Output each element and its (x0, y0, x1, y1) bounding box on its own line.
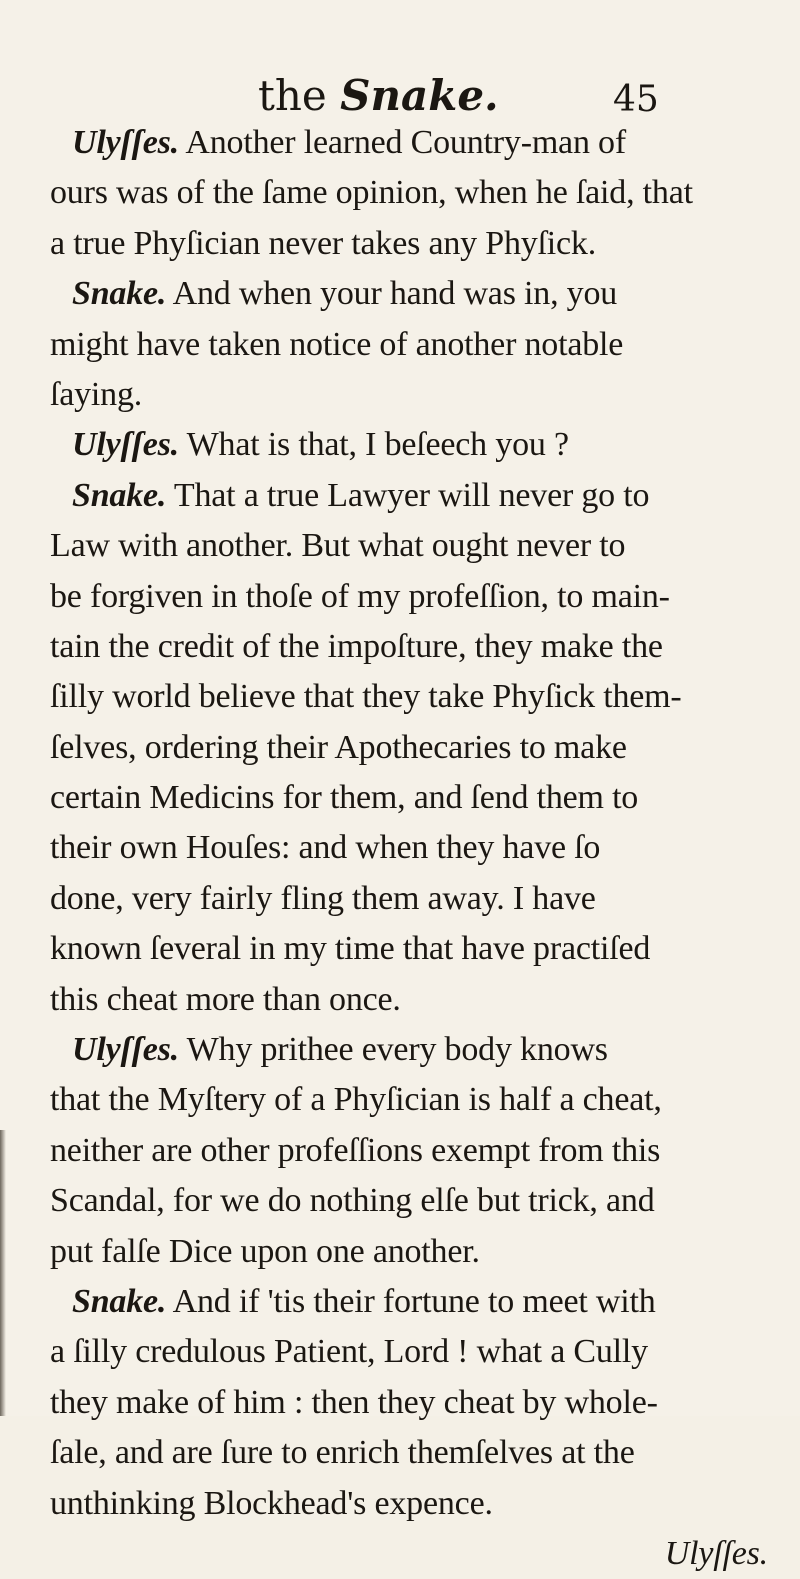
text-line (50, 723, 768, 773)
text-line (50, 1075, 768, 1125)
text-line (50, 1277, 768, 1327)
speaker-name: Snake. (72, 275, 167, 313)
line-text: known ſeveral in my time that have practiſed (50, 930, 651, 968)
line-text: And if 'tis their fortune to meet with (166, 1282, 656, 1320)
body-text (50, 118, 768, 1579)
text-line (50, 823, 768, 873)
line-text: Why prithee every body knows (178, 1031, 608, 1069)
page-header (0, 71, 800, 120)
text-line (50, 672, 768, 722)
text-line (50, 1025, 768, 1075)
line-text: Another learned Country-man of (178, 124, 626, 161)
text-line (50, 168, 768, 218)
text-line (50, 1176, 768, 1226)
page-number: 45 (613, 79, 659, 120)
text-line (50, 269, 768, 319)
running-title-italic: Snake. (340, 71, 499, 120)
line-text: a ſilly credulous Patient, Lord ! what a Cully (50, 1333, 648, 1371)
text-line (50, 320, 768, 370)
catchword: Ulyſſes. (664, 1534, 768, 1572)
text-line (50, 471, 768, 521)
text-line (50, 1428, 768, 1478)
speaker-name: Ulyſſes. (72, 124, 179, 161)
line-text: might have taken notice of another notable (50, 325, 624, 363)
text-line (50, 1479, 768, 1529)
line-text: ours was of the ſame opinion, when he ſaid, that (50, 174, 693, 212)
text-line (50, 1126, 768, 1176)
line-text: That a true Lawyer will never go to (166, 476, 650, 514)
line-text: done, very fairly fling them away. I have (50, 879, 596, 917)
line-text: their own Houſes: and when they have ſo (50, 829, 601, 867)
line-text: this cheat more than once. (50, 980, 401, 1018)
line-text: certain Medicins for them, and ſend them to (50, 779, 639, 817)
text-line (50, 572, 768, 622)
line-text: And when your hand was in, you (166, 275, 618, 313)
text-line (50, 219, 768, 269)
line-text: ſaying. (50, 375, 143, 413)
line-text: put falſe Dice upon one another. (50, 1232, 480, 1270)
speaker-name: Ulyſſes. (72, 426, 179, 464)
text-line (50, 521, 768, 571)
line-text: they make of him : then they cheat by whole- (50, 1383, 658, 1421)
line-text: that the Myſtery of a Phyſician is half a cheat, (50, 1081, 662, 1119)
speaker-name: Snake. (72, 476, 167, 514)
speaker-name: Snake. (72, 1282, 167, 1320)
text-line (50, 1378, 768, 1428)
text-line (50, 1327, 768, 1377)
text-line (50, 622, 768, 672)
speaker-name: Ulyſſes. (72, 1031, 179, 1069)
text-line (50, 420, 768, 470)
line-text: Scandal, for we do nothing elſe but trick, and (50, 1182, 655, 1220)
text-line (50, 924, 768, 974)
line-text: be forgiven in thoſe of my profeſſion, to main- (50, 577, 670, 615)
text-line (50, 975, 768, 1025)
line-text: tain the credit of the impoſture, they make the (50, 627, 663, 665)
text-line (50, 773, 768, 823)
line-text: ſale, and are ſure to enrich themſelves at the (50, 1434, 635, 1472)
line-text: neither are other profeſſions exempt from this (50, 1131, 661, 1169)
text-line (50, 370, 768, 420)
line-text: What is that, I beſeech you ? (178, 426, 569, 464)
running-title-plain: the (258, 71, 327, 120)
line-text: ſelves, ordering their Apothecaries to make (50, 728, 627, 766)
text-line (50, 118, 768, 168)
line-text: unthinking Blockhead's expence. (50, 1484, 493, 1522)
text-line (50, 1227, 768, 1277)
line-text: a true Phyſician never takes any Phyſick. (50, 224, 597, 262)
running-title (258, 71, 499, 120)
text-line (50, 874, 768, 924)
line-text: ſilly world believe that they take Phyſick them- (50, 678, 682, 716)
page-edge-shadow (0, 1130, 6, 1416)
line-text: Law with another. But what ought never to (50, 527, 626, 565)
